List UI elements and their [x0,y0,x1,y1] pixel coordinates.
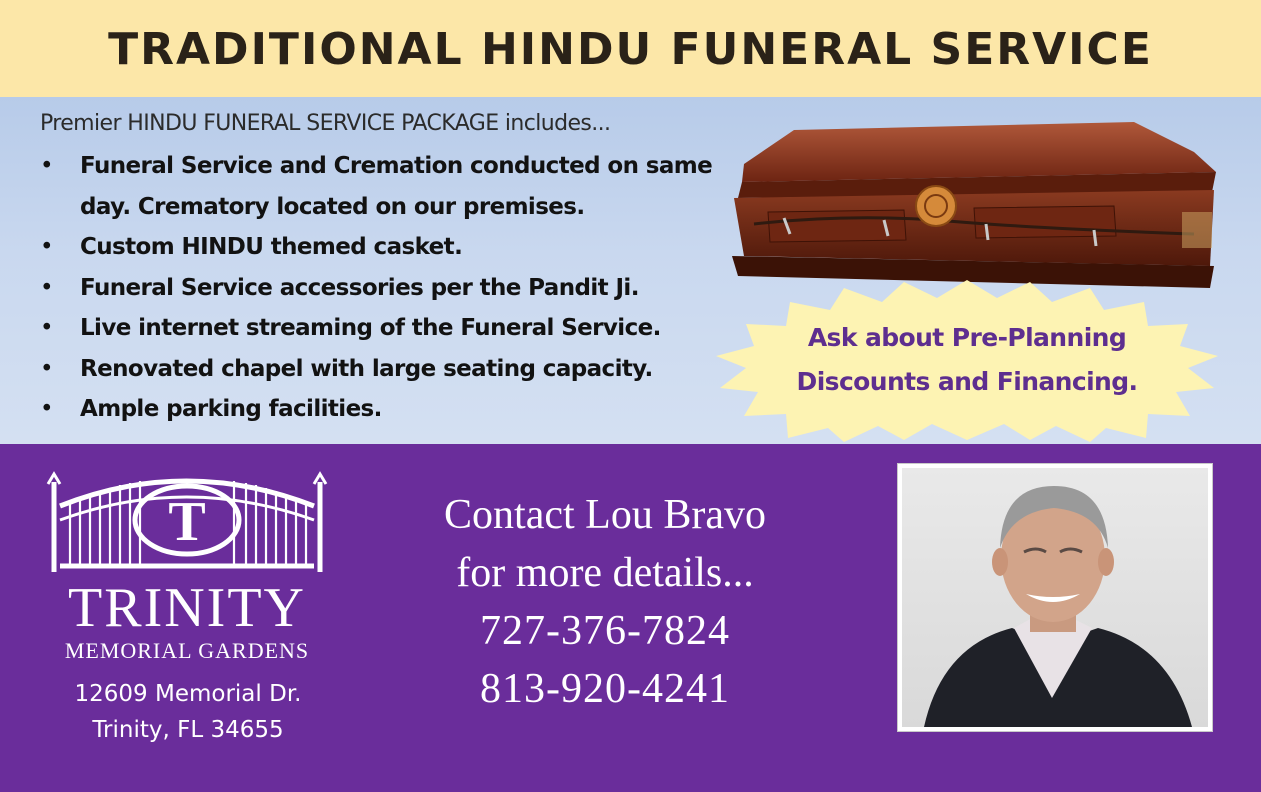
package-item: • Renovated chapel with large seating capacity. [40,349,720,390]
logo-monogram: T [168,491,206,553]
casket-image [724,116,1224,298]
headline: TRADITIONAL HINDU FUNERAL SERVICE [108,24,1153,75]
package-item: • Custom HINDU themed casket. [40,227,720,268]
starburst-line: Discounts and Financing. [796,367,1138,396]
portrait-frame [897,463,1213,732]
portrait-photo [902,468,1208,727]
trinity-logo [46,462,328,667]
logo-name: TRINITY [68,577,306,639]
phone-number[interactable]: 813-920-4241 [480,666,730,712]
phone-number[interactable]: 727-376-7824 [480,608,730,654]
address-city: Trinity, FL 34655 [92,717,284,743]
package-item: • Funeral Service accessories per the Pandit Ji. [40,268,720,309]
address-street: 12609 Memorial Dr. [74,681,302,707]
contact-line: Contact Lou Bravo [444,492,766,538]
package-item: • Live internet streaming of the Funeral Service. [40,308,720,349]
package-list [40,146,720,430]
starburst-text [712,316,1222,404]
contact-block [385,486,825,718]
address-block [30,676,346,748]
package-intro: Premier HINDU FUNERAL SERVICE PACKAGE includes... [40,111,611,136]
contact-line: for more details... [456,550,754,596]
starburst-line: Ask about Pre-Planning [807,323,1127,352]
logo-subtitle: MEMORIAL GARDENS [64,638,310,663]
package-item: • Ample parking facilities. [40,389,720,430]
package-item: • Funeral Service and Cremation conducted on same day. Crematory located on our premises. [40,146,720,227]
